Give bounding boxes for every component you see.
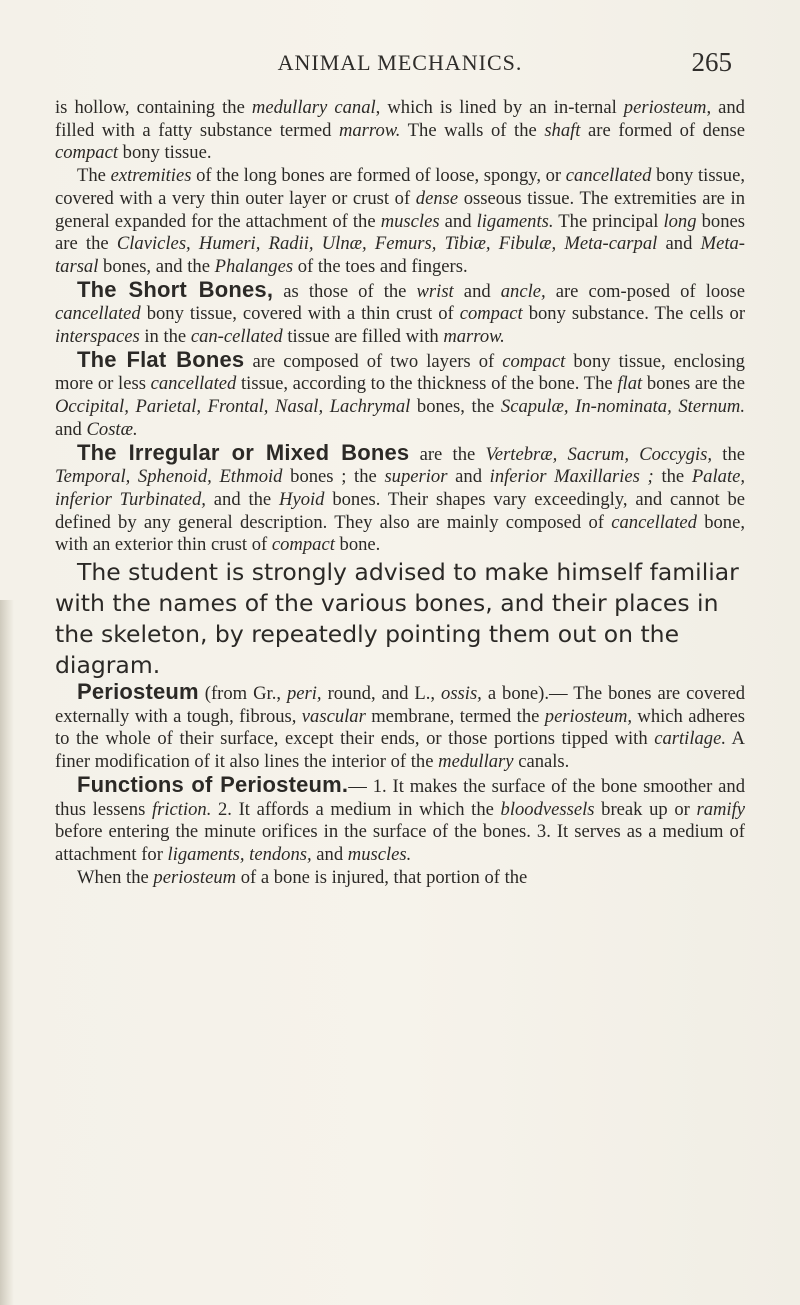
text-run: osseous tissue. The extremities are in general expanded for the attachment of the xyxy=(55,187,745,232)
section-heading-short-bones: The Short Bones, xyxy=(77,276,274,302)
italic-term: long xyxy=(663,210,697,232)
page-header xyxy=(0,47,800,90)
text-run: canals. xyxy=(513,751,570,773)
text-run: , and filled with a fatty substance termed xyxy=(55,97,745,141)
italic-term: medullary canal xyxy=(251,97,376,118)
italic-term: Costæ. xyxy=(86,418,138,440)
text-run: and xyxy=(453,280,501,302)
italic-term: cartilage. xyxy=(654,728,726,750)
italic-term: medullary xyxy=(438,751,514,773)
text-run: break up or xyxy=(594,798,697,820)
italic-term: cancellated xyxy=(611,511,697,533)
text-run: the xyxy=(712,443,746,465)
text-run: are formed of dense xyxy=(580,119,745,141)
italic-term: periosteum xyxy=(153,866,237,888)
italic-term: cancellated xyxy=(565,165,652,187)
italic-term: ligaments. xyxy=(476,210,554,232)
text-run: and xyxy=(447,466,490,488)
text-run: bony tissue, enclosing more or less xyxy=(55,350,745,395)
italic-term: interspaces xyxy=(55,326,140,348)
text-run: bone, with an exterior thin crust of xyxy=(55,511,745,556)
text-run: before entering the minute orifices in the surface of the bones. 3. It serves as a medium of attachment for xyxy=(55,821,745,865)
section-heading-irregular-bones: The Irregular or Mixed Bones xyxy=(77,439,410,465)
page-edge-shadow xyxy=(0,600,14,1305)
text-run: are composed of two layers of xyxy=(244,350,503,372)
text-run: The principal xyxy=(553,210,664,232)
text-run: and xyxy=(55,418,87,440)
paragraph-extremities xyxy=(55,165,745,279)
italic-term: compact xyxy=(502,350,566,372)
paragraph-functions-of-periosteum xyxy=(55,771,746,867)
italic-term: muscles. xyxy=(347,843,412,865)
italic-term: vascular xyxy=(301,705,366,727)
italic-term: Scapulæ, In-nominata, Sternum. xyxy=(500,396,745,418)
text-run: and xyxy=(657,233,701,255)
text-run: the xyxy=(653,466,692,488)
text-run: bone. xyxy=(334,534,381,556)
italic-term: marrow. xyxy=(443,326,505,348)
italic-term: can-cellated xyxy=(190,326,283,348)
text-run: are the xyxy=(409,443,486,465)
text-run: round, and L., xyxy=(321,683,442,705)
italic-term: muscles xyxy=(380,210,440,232)
text-run: and xyxy=(311,843,348,865)
text-run: are com-posed of loose xyxy=(545,280,745,302)
section-heading-functions: Functions of Periosteum. xyxy=(77,771,349,797)
text-run: tissue, according to the thickness of the bone. The xyxy=(236,373,618,395)
text-run: which adheres to the whole of their surface, except their ends, or those portions tipped with xyxy=(55,705,745,750)
italic-term: Meta-tarsal xyxy=(55,233,745,277)
italic-term: periosteum xyxy=(623,97,707,118)
paragraph-medullary-canal xyxy=(55,97,745,165)
text-run: — 1. It makes the surface of the bone smoother and thus lessens xyxy=(55,775,746,820)
text-run: bony substance. The cells or xyxy=(522,303,746,325)
italic-term: Temporal, Sphenoid, Ethmoid xyxy=(55,466,283,488)
text-run: bony tissue, covered with a thin crust of xyxy=(140,303,460,325)
italic-term: friction. xyxy=(151,798,212,820)
text-run: The xyxy=(77,165,111,187)
italic-term: ossis, xyxy=(441,683,482,705)
text-run: bones ; the xyxy=(282,466,385,488)
italic-term: dense xyxy=(415,187,459,209)
italic-term: superior xyxy=(384,466,448,488)
text-run: membrane, termed the xyxy=(365,705,545,727)
page-body xyxy=(55,97,745,889)
text-run: a bone).— The bones are covered externally with a tough, fibrous, xyxy=(55,683,746,727)
italic-term: cancellated xyxy=(150,373,237,395)
text-run: of the toes and fingers. xyxy=(293,255,468,277)
page-number: 265 xyxy=(691,47,732,77)
text-run: bones, and the xyxy=(98,255,215,277)
italic-term: cancellated xyxy=(55,303,141,325)
italic-term: Phalanges xyxy=(214,255,294,277)
running-head: ANIMAL MECHANICS. xyxy=(277,50,523,75)
italic-term: periosteum, xyxy=(544,705,633,727)
text-run: bones are the xyxy=(642,373,745,395)
paragraph-periosteum xyxy=(55,681,745,774)
text-run: (from Gr., xyxy=(198,683,287,705)
text-run: tissue are filled with xyxy=(282,326,444,348)
paragraph-irregular-bones xyxy=(55,439,746,558)
italic-term: marrow. xyxy=(338,119,401,141)
text-run: of a bone is injured, that portion of the xyxy=(236,866,528,888)
text-run: bones, the xyxy=(410,396,501,418)
text-run: bony tissue, covered with a very thin outer layer or crust of xyxy=(55,165,745,209)
text-run: The walls of the xyxy=(400,119,545,141)
italic-term: Hyoid xyxy=(279,488,325,510)
text-run: as those of the xyxy=(273,280,417,302)
text-run: 2. It affords a medium in which the xyxy=(211,798,501,820)
italic-term: ancle, xyxy=(500,280,546,302)
italic-term: ligaments, tendons, xyxy=(167,843,312,865)
text-run: of the long bones are formed of loose, spongy, or xyxy=(191,165,566,187)
section-heading-periosteum: Periosteum xyxy=(77,679,199,705)
italic-term: Palate, inferior Turbinated, xyxy=(55,466,746,510)
italic-term: shaft xyxy=(544,119,581,141)
text-run: in the xyxy=(139,326,191,348)
paragraph-short-bones xyxy=(55,276,746,349)
italic-term: Occipital, Parietal, Frontal, Nasal, Lachrymal xyxy=(55,396,411,418)
italic-term: flat xyxy=(617,373,643,395)
italic-term: extremities xyxy=(110,165,192,187)
text-run: bony tissue. xyxy=(118,142,212,164)
text-run: , which is lined by an in-ternal xyxy=(375,97,624,118)
text-run: is hollow, containing the xyxy=(55,97,252,118)
text-run: When the xyxy=(77,866,154,888)
student-advice-paragraph: The student is strongly advised to make himself familiar with the names of the various bones, and their places in the skeleton, by repeatedly pointing them out on the diagram. xyxy=(55,558,739,680)
text-run: bones. Their shapes vary exceedingly, and cannot be defined by any general description. They also are mainly composed of xyxy=(55,488,746,533)
italic-term: ramify xyxy=(696,798,745,820)
italic-term: inferior Maxillaries ; xyxy=(489,466,654,488)
italic-term: bloodvessels xyxy=(500,798,595,820)
italic-term: compact xyxy=(459,303,523,325)
italic-term: Vertebræ, Sacrum, Coccygis, xyxy=(485,443,713,465)
text-run: bones are the xyxy=(55,210,745,255)
text-run: and xyxy=(439,210,477,232)
paragraph-injured-periosteum xyxy=(55,867,745,890)
italic-term: compact xyxy=(55,142,118,164)
italic-term: wrist xyxy=(416,280,454,302)
italic-term: Clavicles, Humeri, Radii, Ulnæ, Femurs, Tibiæ, Fibulæ, Meta-carpal xyxy=(116,233,658,255)
italic-term: peri, xyxy=(286,683,322,705)
section-heading-flat-bones: The Flat Bones xyxy=(77,346,245,372)
text-run: and the xyxy=(205,488,280,510)
text-run: A finer modification of it also lines the interior of the xyxy=(55,728,745,773)
paragraph-flat-bones xyxy=(55,346,745,442)
italic-term: compact xyxy=(271,534,335,556)
